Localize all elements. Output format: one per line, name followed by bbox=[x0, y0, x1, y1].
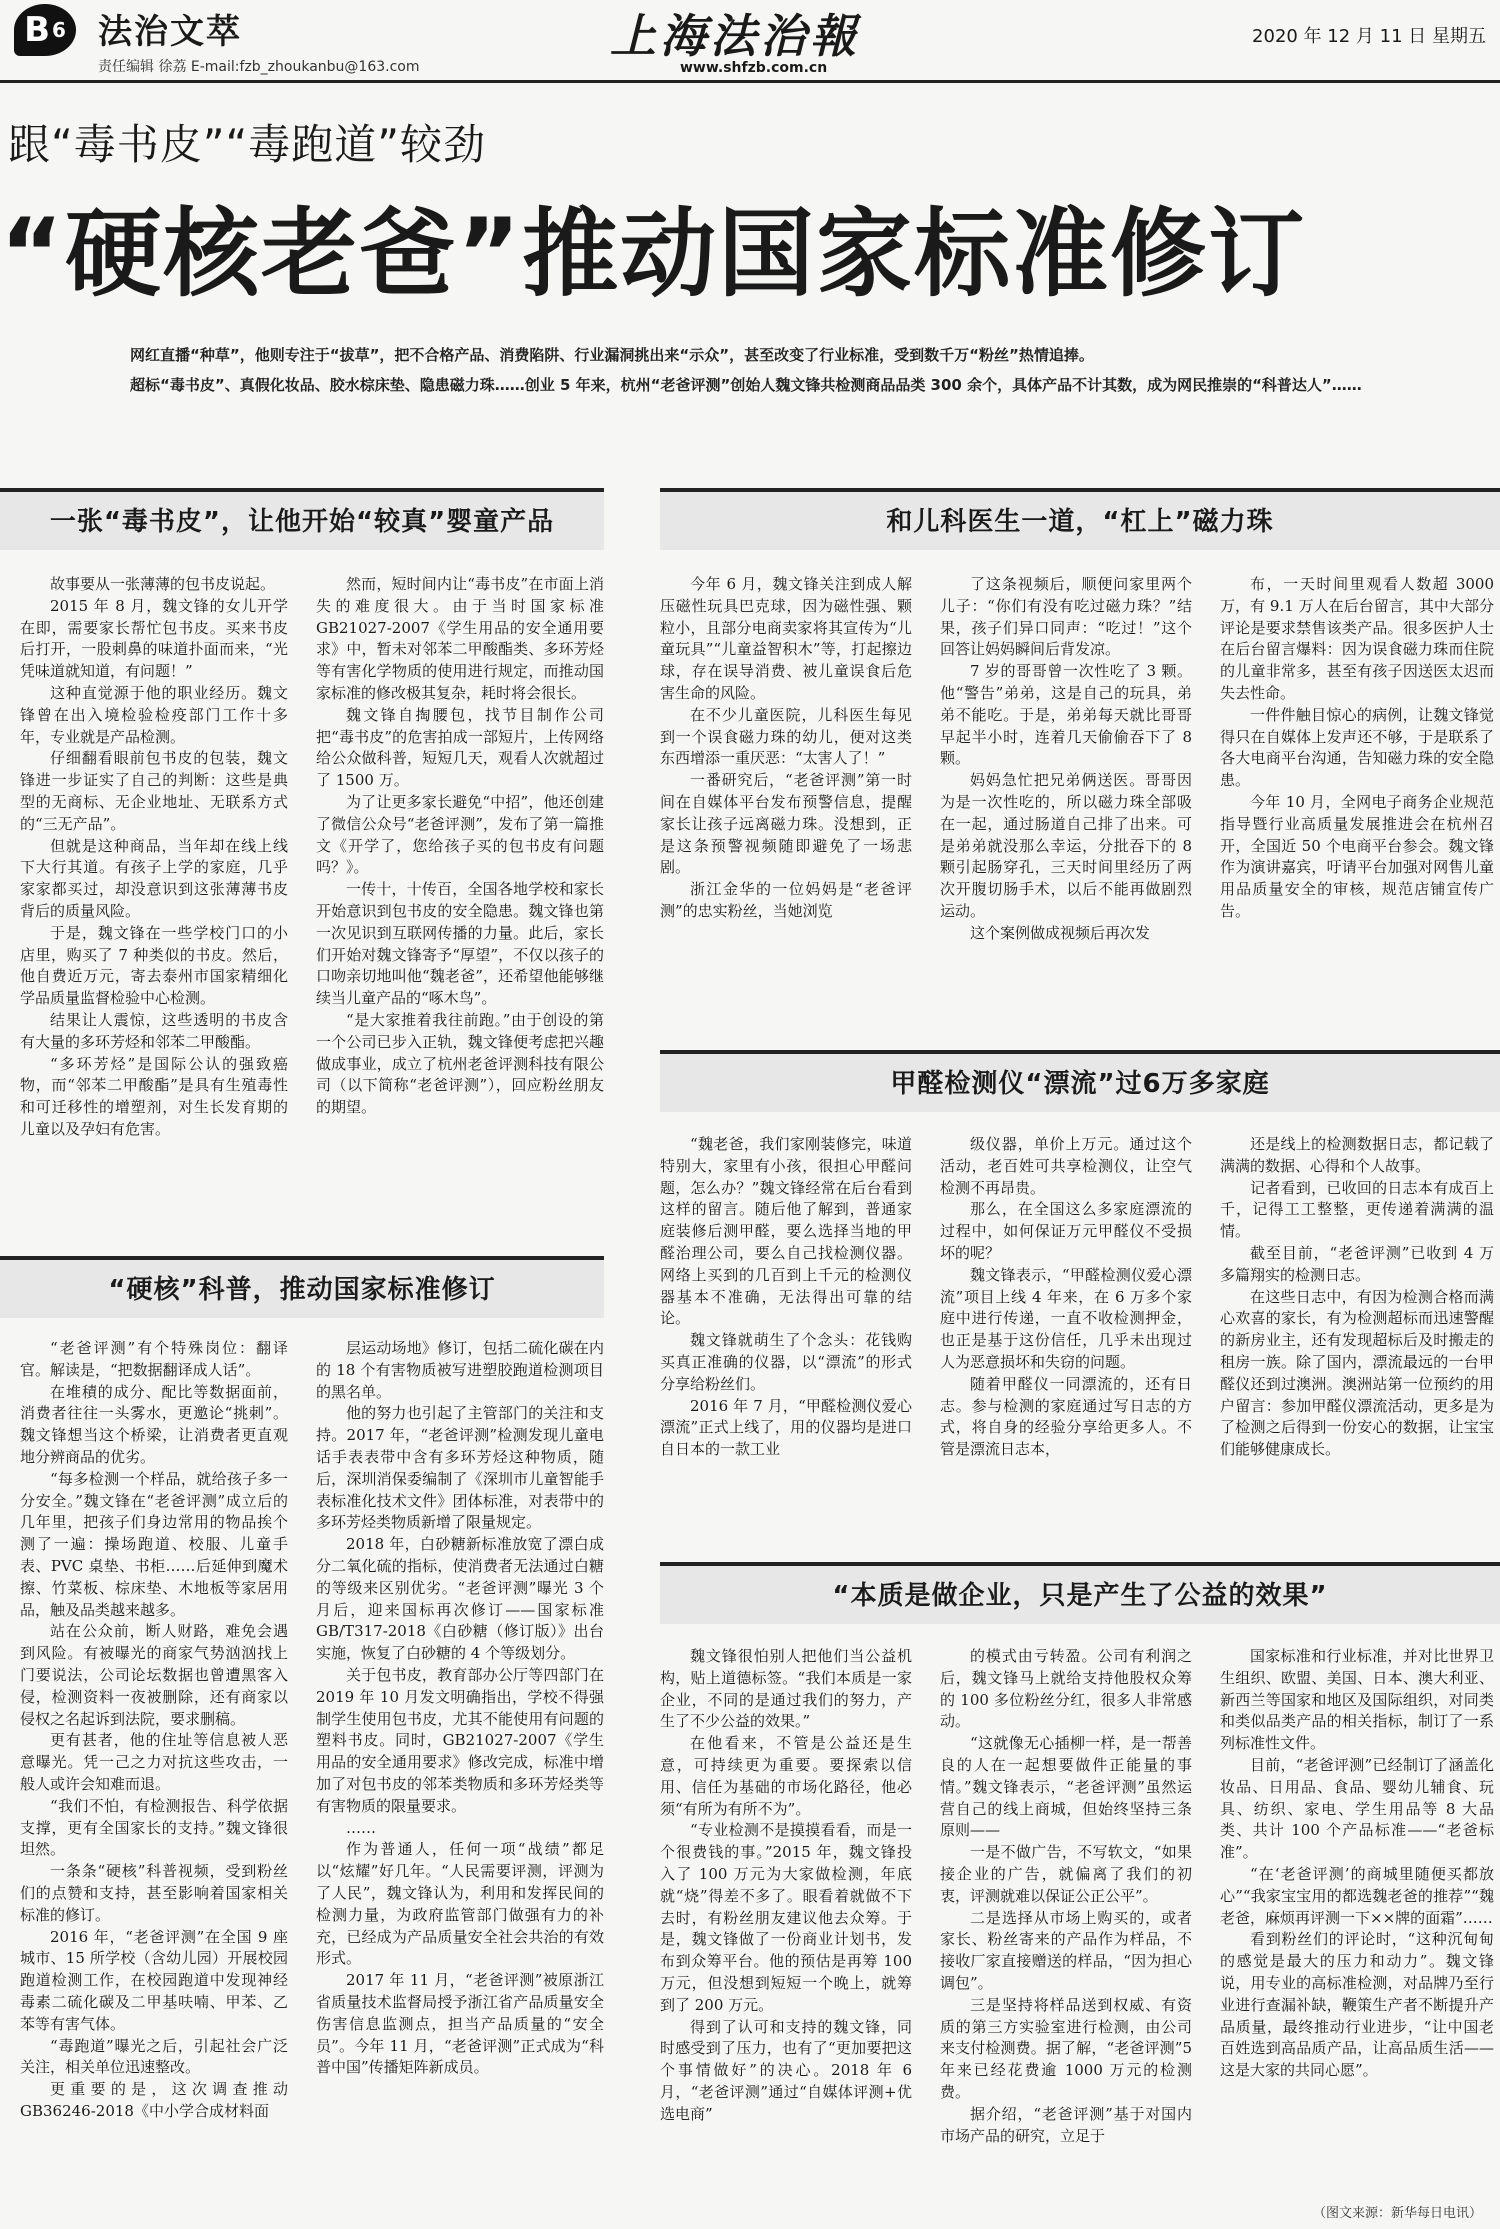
editor-line: 责任编辑 徐荔 E-mail:fzb_zhoukanbu@163.com bbox=[98, 59, 420, 75]
page-badge bbox=[14, 4, 76, 56]
article-paragraph: 结果让人震惊，这些透明的书皮含有大量的多环芳烃和邻苯二甲酸酯。 bbox=[20, 1010, 288, 1051]
article-paragraph: 仔细翻看眼前包书皮的包装，魏文锋进一步证实了自己的判断：这些是典型的无商标、无企业地址、无联系方式的“三无产品”。 bbox=[20, 749, 288, 833]
article-paragraph: 还是线上的检测数据日志，都记载了满满的数据、心得和个人故事。 bbox=[1220, 1135, 1494, 1175]
article-paragraph: “老爸评测”有个特殊岗位：翻译官。解读是，“把数据翻译成人话”。 bbox=[20, 1339, 288, 1379]
article-paragraph: 记者看到，已收回的日志本有成百上千，记得工工整整，更传递着满满的温情。 bbox=[1220, 1178, 1494, 1241]
article-paragraph: “专业检测不是摸摸看看，而是一个很费钱的事。”2015 年，魏文锋投入了 100 万元为大家做检测，年底就“烧”得差不多了。眼看着就做不下去时，有粉丝朋友建议他去众筹。于是，魏文锋做了一份商业计划书，发布到众筹平台。他的预估是再筹 100 万元，但没想到短短一个晚上，就筹到了 200 万元。 bbox=[660, 1821, 912, 2014]
article-paragraph: 今年 10 月，全网电子商务企业规范指导暨行业高质量发展推进会在杭州召开，全国近 50 个电商平台参会。魏文锋作为演讲嘉宾，吁请平台加强对网售儿童用品质量安全的审核，规范店铺宣传广告。 bbox=[1220, 792, 1494, 920]
article-paragraph: “是大家推着我往前跑。”由于创设的第一个公司已步入正轨，魏文锋便考虑把兴趣做成事业，成立了杭州老爸评测科技有限公司（以下简称“老爸评测”），回应粉丝朋友的期望。 bbox=[316, 1010, 604, 1117]
article-paragraph: 然而，短时间内让“毒书皮”在市面上消失的难度很大。由于当时国家标准 GB21027-2007《学生用品的安全通用要求》中，暂未对邻苯二甲酸酯类、多环芳烃等有害化学物质的使用进行规定，而推动国家标准的修改极其复杂，耗时将会很长。 bbox=[316, 575, 604, 702]
summary-paragraph: 网红直播“种草”，他则专注于“拔草”，把不合格产品、消费陷阱、行业漏洞挑出来“示众”，甚至改变了行业标准，受到数千万“粉丝”热情追捧。 bbox=[130, 346, 1094, 364]
article-column bbox=[660, 1646, 912, 2206]
page-letter: B bbox=[24, 10, 50, 50]
article-column bbox=[20, 574, 288, 1254]
article-paragraph: 故事要从一张薄薄的包书皮说起。 bbox=[50, 575, 276, 593]
article-paragraph: 他的努力也引起了主管部门的关注和支持。2017 年，“老爸评测”检测发现儿童电话手表表带中含有多环芳烃这种物质，随后，深圳消保委编制了《深圳市儿童智能手表标准化技术文件》团体标准，对表带中的多环芳烃类物质新增了限量规定。 bbox=[316, 1404, 604, 1532]
article-column bbox=[940, 1134, 1192, 1544]
article-paragraph: 魏文锋很怕别人把他们当公益机构，贴上道德标签。“我们本质是一家企业，不同的是通过我们的努力，产生了不少公益的效果。” bbox=[660, 1647, 912, 1731]
article-paragraph: 的模式由亏转盈。公司有利润之后，魏文锋马上就给支持他股权众筹的 100 多位粉丝分红，很多人非常感动。 bbox=[940, 1647, 1192, 1731]
section-header: 一张“毒书皮”，让他开始“较真”婴童产品 bbox=[0, 488, 604, 550]
section-name: 法治文萃 bbox=[98, 12, 242, 52]
article-paragraph: 一是不做广告，不写软文，“如果接企业的广告，就偏离了我们的初衷，评测就难以保证公正公平”。 bbox=[940, 1843, 1192, 1905]
masthead bbox=[0, 0, 1500, 78]
article-paragraph: “这就像无心插柳一样，是一帮善良的人在一起想要做件正能量的事情。”魏文锋表示，“老爸评测”虽然运营自己的线上商城，但始终坚持三条原则—— bbox=[940, 1734, 1192, 1840]
article-paragraph: 这种直觉源于他的职业经历。魏文锋曾在出入境检验检疫部门工作十多年，专业就是产品检测。 bbox=[20, 683, 288, 746]
section-header: “硬核”科普，推动国家标准修订 bbox=[0, 1256, 604, 1318]
article-paragraph: 2018 年，白砂糖新标准放宽了漂白成分二氧化硫的指标，使消费者无法通过白糖的等级来区别优劣。“老爸评测”曝光 3 个月后，迎来国标再次修订——国家标准 GB/T317-2018《白砂糖（修订版）》出台实施，恢复了白砂糖的 4 个等级划分。 bbox=[316, 1535, 604, 1663]
article-paragraph: 了这条视频后，顺便问家里两个儿子：“你们有没有吃过磁力珠？”结果，孩子们异口同声：“吃过！”这个回答让妈妈瞬间后背发凉。 bbox=[940, 575, 1192, 659]
article-column bbox=[1220, 574, 1494, 988]
article-paragraph: 更重要的是，这次调查推动 GB36246-2018《中小学合成材料面 bbox=[20, 2080, 288, 2120]
article-paragraph: 为了让更多家长避免“中招”，他还创建了微信公众号“老爸评测”，发布了第一篇推文《开学了，您给孩子买的包书皮有问题吗？》。 bbox=[316, 792, 604, 877]
summary-paragraph: 超标“毒书皮”、真假化妆品、胶水棕床垫、隐患磁力珠……创业 5 年来，杭州“老爸评测”创始人魏文锋共检测商品品类 300 余个，具体产品不计其数，成为网民推崇的“科普达人”…… bbox=[130, 376, 1362, 394]
article-column bbox=[1220, 1134, 1494, 1544]
article-paragraph: 作为普通人，任何一项“战绩”都足以“炫耀”好几年。“人民需要评测，评测为了人民”，魏文锋认为，利用和发挥民间的检测力量，为政府监管部门做强有力的补充，已经成为产品质量安全社会共治的有效形式。 bbox=[316, 1840, 604, 1968]
article-paragraph: 二是选择从市场上购买的，或者家长、粉丝寄来的产品作为样品，不接收厂家直接赠送的样品，“因为担心调包”。 bbox=[940, 1908, 1192, 1992]
article-paragraph: 关于包书皮，教育部办公厅等四部门在 2019 年 10 月发文明确指出，学校不得强制学生使用包书皮，尤其不能使用有问题的塑料书皮。同时，GB21027-2007《学生用品的安全通用要求》修改完成，标准中增加了对包书皮的邻苯类物质和多环芳烃类等有害物质的限量要求。 bbox=[316, 1665, 604, 1815]
article-paragraph: 妈妈急忙把兄弟俩送医。哥哥因为是一次性吃的，所以磁力珠全部吸在一起，通过肠道自己排了出来。可是弟弟就没那么幸运，分批吞下的 8 颗引起肠穿孔，三天时间里经历了两次开腹切肠手术，以后不能再做剧烈运动。 bbox=[940, 771, 1192, 920]
article-column bbox=[660, 574, 912, 988]
section-header: “本质是做企业，只是产生了公益的效果” bbox=[660, 1562, 1500, 1624]
article-paragraph: 2016 年 7 月，“甲醛检测仪爱心漂流”正式上线了，用的仪器均是进口自日本的一款工业 bbox=[660, 1396, 912, 1459]
article-paragraph: 在这些日志中，有因为检测合格而满心欢喜的家长，有为检测超标而迅速警醒的新房业主，还有发现超标后及时搬走的租房一族。除了国内，漂流最远的一台甲醛仪还到过澳洲。澳洲站第一位预约的用户留言：参加甲醛仪漂流活动，更多是为了检测之后得到一份安心的数据，让宝宝们能够健康成长。 bbox=[1220, 1287, 1494, 1459]
article-paragraph: 一件件触目惊心的病例，让魏文锋觉得只在自媒体上发声还不够，于是联系了各大电商平台沟通，告知磁力珠的安全隐患。 bbox=[1220, 705, 1494, 790]
article-paragraph: 三是坚持将样品送到权威、有资质的第三方实验室进行检测，由公司来支付检测费。据了解，“老爸评测”5 年来已经花费逾 1000 万元的检测费。 bbox=[940, 1995, 1192, 2101]
article-paragraph: …… bbox=[346, 1818, 376, 1837]
article-paragraph: 层运动场地》修订，包括二硫化碳在内的 18 个有害物质被写进塑胶跑道检测项目的黑名单。 bbox=[316, 1339, 604, 1401]
article-paragraph: 国家标准和行业标准，并对比世界卫生组织、欧盟、美国、日本、澳大利亚、新西兰等国家和地区及国际组织，对同类和类似品类产品的相关指标，制订了一系列标准性文件。 bbox=[1220, 1647, 1494, 1753]
paper-logo: 上海法治報 bbox=[610, 9, 860, 63]
article-paragraph: “在‘老爸评测’的商城里随便买都放心”“我家宝宝用的都选魏老爸的推荐”“魏老爸，麻烦再评测一下××牌的面霜”…… bbox=[1220, 1864, 1494, 1927]
article-paragraph: “我们不怕，有检测报告、科学依据支撑，更有全国家长的支持。”魏文锋很坦然。 bbox=[20, 1796, 288, 1859]
article-paragraph: 2016 年，“老爸评测”在全国 9 座城市、15 所学校（含幼儿园）开展校园跑道检测工作，在校园跑道中发现神经毒素二硫化碳及二甲基呋喃、甲苯、乙苯等有害气体。 bbox=[20, 1927, 288, 2033]
article-paragraph: 2017 年 11 月，“老爸评测”被原浙江省质量技术监督局授予浙江省产品质量安全伤害信息监测点，担当产品质量的“安全员”。今年 11 月，“老爸评测”正式成为“科普中国”传播矩阵新成员。 bbox=[316, 1971, 604, 2077]
article-paragraph: 据介绍，“老爸评测”基于对国内市场产品的研究，立足于 bbox=[940, 2104, 1192, 2145]
article-paragraph: 一传十，十传百，全国各地学校和家长开始意识到包书皮的安全隐患。魏文锋也第一次见识到互联网传播的力量。此后，家长们开始对魏文锋寄予“厚望”，不仅以孩子的口吻亲切地叫他“魏老爸”，还希望他能够继续当儿童产品的“啄木鸟”。 bbox=[316, 880, 604, 1008]
top-rule bbox=[0, 80, 1500, 83]
article-paragraph: 今年 6 月，魏文锋关注到成人解压磁性玩具巴克球，因为磁性强、颗粒小，且部分电商卖家将其宣传为“儿童玩具”“儿童益智积木”等，打起擦边球，存在误导消费、被儿童误食后危害生命的风险。 bbox=[660, 575, 912, 702]
article-column bbox=[1220, 1646, 1494, 2186]
article-paragraph: 目前，“老爸评测”已经制订了涵盖化妆品、日用品、食品、婴幼儿辅食、玩具、纺织、家电、学生用品等 8 大品类、共计 100 个产品标准——“老爸标准”。 bbox=[1220, 1755, 1494, 1862]
article-paragraph: “魏老爸，我们家刚装修完，味道特别大，家里有小孩，很担心甲醛问题，怎么办？”魏文锋经常在后台看到这样的留言。随后他了解到，普通家庭装修后测甲醛，要么选择当地的甲醛治理公司，要么自己找检测仪器。网络上买到的几百到上千元的检测仪器基本不准确，无法得出可靠的结论。 bbox=[660, 1135, 912, 1328]
article-paragraph: 得到了认可和支持的魏文锋，同时感受到了压力，也有了“更加要把这个事情做好”的决心。2018 年 6 月，“老爸评测”通过“自媒体评测+优选电商” bbox=[660, 2017, 912, 2123]
kicker: 跟“毒书皮”“毒跑道”较劲 bbox=[8, 120, 487, 169]
article-paragraph: 魏文锋表示，“甲醛检测仪爱心漂流”项目上线 4 年来，在 6 万多个家庭中进行传递，一直不收检测押金，也正是基于这份信任，几乎未出现过人为恶意损坏和失窃的问题。 bbox=[940, 1265, 1192, 1371]
article-paragraph: 那么，在全国这么多家庭漂流的过程中，如何保证万元甲醛仪不受损坏的呢？ bbox=[940, 1200, 1192, 1262]
article-paragraph: “多环芳烃”是国际公认的强致癌物，而“邻苯二甲酸酯”是具有生殖毒性和可迁移性的增塑剂，对生长发育期的儿童以及孕妇有危害。 bbox=[20, 1054, 288, 1138]
article-paragraph: 浙江金华的一位妈妈是“老爸评测”的忠实粉丝，当她浏览 bbox=[660, 880, 912, 920]
article-paragraph: 截至目前，“老爸评测”已收到 4 万多篇翔实的检测日志。 bbox=[1220, 1243, 1494, 1284]
section-header: 甲醛检测仪“漂流”过6万多家庭 bbox=[660, 1050, 1500, 1112]
article-column bbox=[316, 1338, 604, 2218]
article-paragraph: 看到粉丝们的评论时，“这种沉甸甸的感觉是最大的压力和动力”。魏文锋说，用专业的高标准检测，对品牌乃至行业进行查漏补缺，鞭策生产者不断提升产品质量，最终推动行业进步，“让中国老百姓选到高品质产品，让高品质生活——这是大家的共同心愿”。 bbox=[1220, 1930, 1494, 2080]
section-header: 和儿科医生一道，“杠上”磁力珠 bbox=[660, 488, 1500, 550]
article-column bbox=[940, 1646, 1192, 2206]
article-paragraph: 于是，魏文锋在一些学校门口的小店里，购买了 7 种类似的书皮。然后，他自费近万元，寄去泰州市国家精细化学品质量监督检验中心检测。 bbox=[20, 923, 288, 1008]
article-paragraph: 但就是这种商品，当年却在线上线下大行其道。有孩子上学的家庭，几乎家家都买过，却没意识到这张薄薄书皮背后的质量风险。 bbox=[20, 836, 288, 920]
article-column bbox=[940, 574, 1192, 988]
article-paragraph: 2015 年 8 月，魏文锋的女儿开学在即，需要家长帮忙包书皮。买来书皮后打开，一股刺鼻的味道扑面而来，“光凭味道就知道，有问题！” bbox=[20, 596, 288, 681]
article-paragraph: 站在公众前，断人财路，难免会遇到风险。有被曝光的商家气势汹汹找上门要说法，公司论坛数据也曾遭黑客入侵，检测资料一夜被删除，还有商家以侵权之名起诉到法院，要求删稿。 bbox=[20, 1622, 288, 1728]
article-paragraph: 更有甚者，他的住址等信息被人恶意曝光。凭一己之力对抗这些攻击，一般人或许会知难而退。 bbox=[20, 1731, 288, 1793]
image-credit: （图文来源：新华每日电讯） bbox=[1312, 2206, 1482, 2221]
article-paragraph: 在不少儿童医院，儿科医生每见到一个误食磁力珠的幼儿，便对这类东西增添一重厌恶：“太害人了！” bbox=[660, 705, 912, 768]
paper-url[interactable]: www.shfzb.com.cn bbox=[680, 60, 828, 76]
article-paragraph: 布，一天时间里观看人数超 3000 万，有 9.1 万人在后台留言，其中大部分评论是要求禁售该类产品。很多医护人士在后台留言爆料：因为误食磁力珠而住院的儿童非常多，甚至有孩子因送医太迟而失去性命。 bbox=[1220, 575, 1494, 702]
article-column bbox=[660, 1134, 912, 1544]
article-paragraph: 一条条“硬核”科普视频，受到粉丝们的点赞和支持，甚至影响着国家相关标准的修订。 bbox=[20, 1862, 288, 1924]
article-paragraph: 魏文锋就萌生了个念头：花钱购买真正准确的仪器，以“漂流”的形式分享给粉丝们。 bbox=[660, 1331, 912, 1393]
article-paragraph: 在他看来，不管是公益还是生意，可持续更为重要。要探索以信用、信任为基础的市场化路径，他必须“有所为有所不为”。 bbox=[660, 1734, 912, 1818]
article-column bbox=[316, 574, 604, 1254]
article-paragraph: 魏文锋自掏腰包，找节目制作公司把“毒书皮”的危害拍成一部短片，上传网络给公众做科普，短短几天，观看人次就超过了 1500 万。 bbox=[316, 705, 604, 790]
article-paragraph: 一番研究后，“老爸评测”第一时间在自媒体平台发布预警信息，提醒家长让孩子远离磁力珠。没想到，正是这条预警视频随即避免了一场悲剧。 bbox=[660, 771, 912, 877]
article-paragraph: 在堆積的成分、配比等数据面前，消费者往往一头雾水，更邀论“挑刺”。魏文锋想当这个桥梁，让消费者更直观地分辨商品的优劣。 bbox=[20, 1382, 288, 1466]
article-paragraph: “每多检测一个样品，就给孩子多一分安全。”魏文锋在“老爸评测”成立后的几年里，把孩子们身边常用的物品挨个测了一遍：操场跑道、校服、儿童手表、PVC 桌垫、书柜……后延伸到魔术擦、竹菜板、棕床垫、木地板等家居用品，触及品类越来越多。 bbox=[20, 1469, 288, 1619]
article-paragraph: “毒跑道”曝光之后，引起社会广泛关注，相关单位迅速整改。 bbox=[20, 2036, 288, 2077]
page-number: 6 bbox=[52, 18, 66, 42]
article-paragraph: 级仪器，单价上万元。通过这个活动，老百姓可共享检测仪，让空气检测不再昂贵。 bbox=[940, 1135, 1192, 1197]
article-column bbox=[20, 1338, 288, 2218]
article-paragraph: 7 岁的哥哥曾一次性吃了 3 颗。他“警告”弟弟，这是自己的玩具，弟弟不能吃。于是，弟弟每天就比哥哥早起半小时，连着几天偷偷吞下了 8 颗。 bbox=[940, 662, 1192, 768]
headline: “硬核老爸”推动国家标准修订 bbox=[0, 198, 1307, 310]
article-paragraph: 这个案例做成视频后再次发 bbox=[970, 923, 1151, 942]
article-paragraph: 随着甲醛仪一同漂流的，还有日志。参与检测的家庭通过写日志的方式，将自身的经验分享给更多人。不管是漂流日志本， bbox=[940, 1374, 1192, 1459]
summary bbox=[100, 340, 1420, 400]
date-line: 2020 年 12 月 11 日 星期五 bbox=[1252, 26, 1486, 47]
